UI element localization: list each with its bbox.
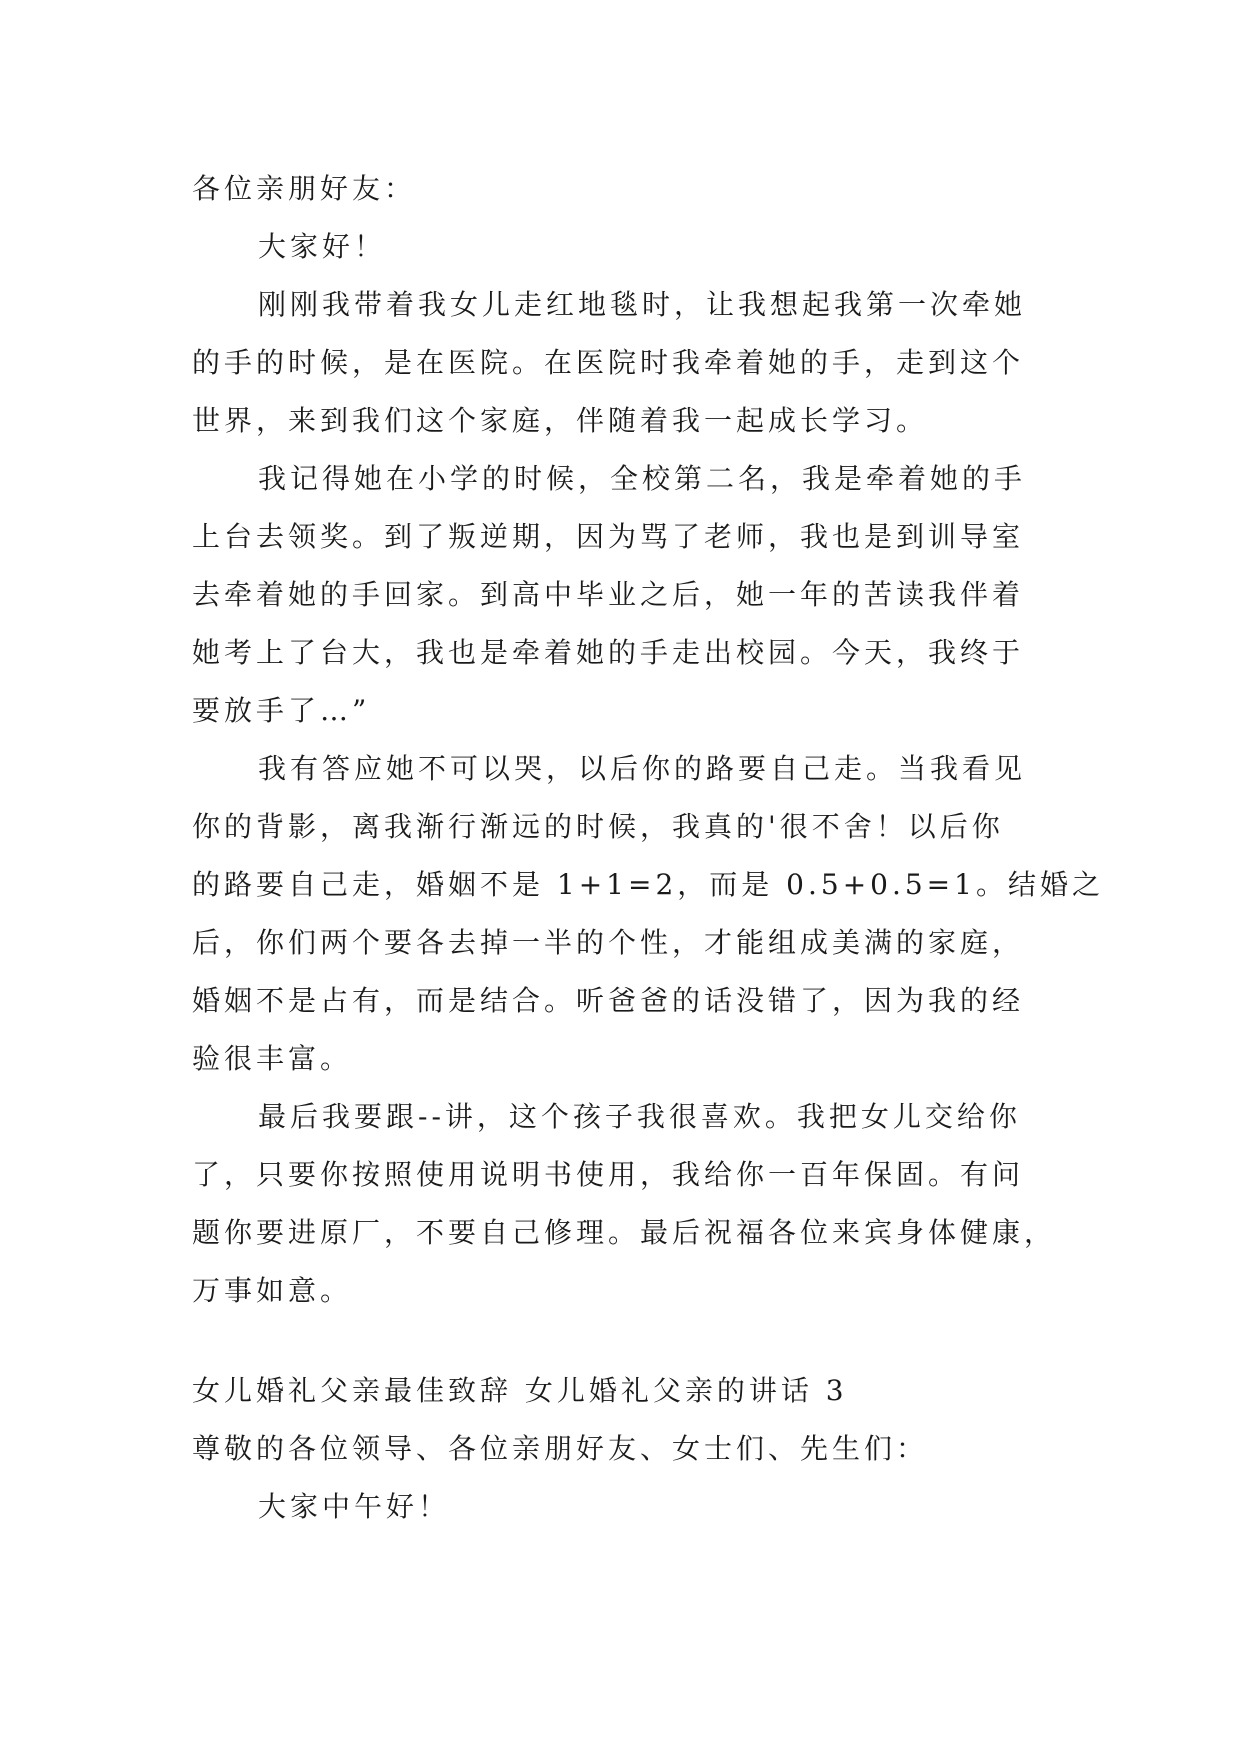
paragraph-line: 她考上了台大，我也是牵着她的手走出校园。今天，我终于 [192, 636, 1025, 669]
section-title: 女儿婚礼父亲最佳致辞 女儿婚礼父亲的讲话 3 [192, 1374, 848, 1407]
paragraph-line: 题你要进原厂，不要自己修理。最后祝福各位来宾身体健康， [192, 1216, 1057, 1249]
salutation: 各位亲朋好友： [192, 172, 417, 205]
paragraph-3 [192, 740, 1104, 1088]
paragraph-line: 万事如意。 [192, 1274, 353, 1307]
paragraph-line: 婚姻不是占有，而是结合。听爸爸的话没错了，因为我的经 [192, 984, 1025, 1017]
paragraph-line: 刚刚我带着我女儿走红地毯时，让我想起我第一次牵她 [258, 288, 1027, 321]
paragraph-line: 要放手了…” [192, 694, 371, 727]
paragraph-1 [192, 276, 1060, 450]
paragraph-line: 最后我要跟--讲，这个孩子我很喜欢。我把女儿交给你 [258, 1100, 1021, 1133]
paragraph-line: 了，只要你按照使用说明书使用，我给你一百年保固。有问 [192, 1158, 1025, 1191]
paragraph-line: 我有答应她不可以哭，以后你的路要自己走。当我看见 [258, 752, 1027, 785]
paragraph-line: 的手的时候，是在医院。在医院时我牵着她的手，走到这个 [192, 346, 1025, 379]
paragraph-line: 验很丰富。 [192, 1042, 353, 1075]
paragraph-2 [192, 450, 1060, 740]
document-page [192, 160, 1104, 1536]
paragraph-line: 你的背影，离我渐行渐远的时候，我真的'很不舍！以后你 [192, 810, 1004, 843]
greeting: 大家好！ [258, 230, 387, 263]
greeting-2: 大家中午好！ [258, 1490, 451, 1523]
paragraph-line: 世界，来到我们这个家庭，伴随着我一起成长学习。 [192, 404, 929, 437]
paragraph-line: 的路要自己走，婚姻不是 1+1=2，而是 0.5+0.5=1。结婚之 [192, 868, 1104, 901]
paragraph-line: 后，你们两个要各去掉一半的个性，才能组成美满的家庭， [192, 926, 1025, 959]
section-gap [192, 1320, 1060, 1362]
salutation-2: 尊敬的各位领导、各位亲朋好友、女士们、先生们： [192, 1432, 929, 1465]
paragraph-4 [192, 1088, 1060, 1320]
paragraph-line: 上台去领奖。到了叛逆期，因为骂了老师，我也是到训导室 [192, 520, 1025, 553]
paragraph-line: 去牵着她的手回家。到高中毕业之后，她一年的苦读我伴着 [192, 578, 1025, 611]
paragraph-line: 我记得她在小学的时候，全校第二名，我是牵着她的手 [258, 462, 1027, 495]
